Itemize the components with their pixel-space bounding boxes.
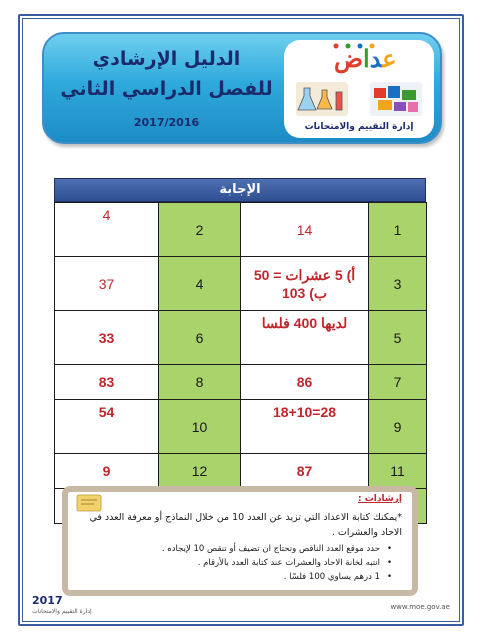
question-number-cell: 10: [159, 400, 241, 454]
answer-table: [54, 202, 427, 524]
guide-title: الدليل الإرشادي: [92, 48, 241, 70]
question-number-cell: 1: [369, 203, 427, 257]
question-number-cell: 6: [159, 311, 241, 365]
logo-wordmark: عداض: [334, 44, 397, 73]
answer-cell: 37: [55, 257, 159, 311]
tips-intro: *يمكنك كتابة الاعداد التي تزيد عن العدد 10 من خلال النماذج أو معرفة العدد في الاحاد والعشرات .: [89, 512, 402, 538]
answer-cell: 83: [55, 365, 159, 400]
question-number-cell: 7: [369, 365, 427, 400]
question-number-cell: 5: [369, 311, 427, 365]
header-banner: [42, 32, 442, 144]
answer-cell: لديها 400 فلسا: [241, 311, 369, 365]
logo-panel: [284, 40, 434, 138]
logo-caption: إدارة التقييم والامتحانات: [304, 122, 414, 132]
answer-cell: 9: [55, 454, 159, 489]
table-row: [55, 400, 427, 454]
list-item: • 1 درهم يساوي 100 فلسًا .: [92, 570, 392, 584]
list-item: • انتبه لخانة الاحاد والعشرات عند كتابة العدد بالأرقام .: [92, 556, 392, 570]
table-row: [55, 454, 427, 489]
question-number-cell: 12: [159, 454, 241, 489]
table-row: [55, 257, 427, 311]
question-number-cell: 4: [159, 257, 241, 311]
semester-title: للفصل الدراسي الثاني: [60, 78, 273, 100]
tips-title: إرشادات :: [358, 494, 402, 504]
footer-caption: إدارة التقييم والامتحانات: [32, 608, 92, 615]
answer-cell: 4: [55, 203, 159, 257]
question-number-cell: 8: [159, 365, 241, 400]
question-number-cell: 11: [369, 454, 427, 489]
answer-cell: 18+10=28: [241, 400, 369, 454]
tips-list: [92, 542, 392, 584]
answer-cell: 87: [241, 454, 369, 489]
answer-cell: [241, 257, 369, 311]
answer-part-a: أ) 5 عشرات = 50: [253, 266, 356, 283]
table-row: [55, 311, 427, 365]
answer-cell: 54: [55, 400, 159, 454]
answer-part-b: ب) 103: [281, 284, 328, 301]
art-supplies-icon: [370, 82, 422, 116]
answer-cell: 33: [55, 311, 159, 365]
answer-cell: 86: [241, 365, 369, 400]
question-number-cell: 3: [369, 257, 427, 311]
lab-flasks-icon: [296, 82, 348, 116]
question-number-cell: 9: [369, 400, 427, 454]
answer-cell: 14: [241, 203, 369, 257]
academic-year: 2017/2016: [133, 116, 200, 129]
footer-year: 2017: [32, 594, 63, 607]
table-row: [55, 365, 427, 400]
footer-url: www.moe.gov.ae: [390, 603, 450, 611]
question-number-cell: 2: [159, 203, 241, 257]
list-item: • حدد موقع العدد الناقص وتحتاج ان تضيف أو تنقص 10 لإيجاده .: [92, 542, 392, 556]
answer-table-heading: الإجابة: [54, 178, 426, 202]
table-row: [55, 203, 427, 257]
tips-box: [62, 486, 418, 596]
